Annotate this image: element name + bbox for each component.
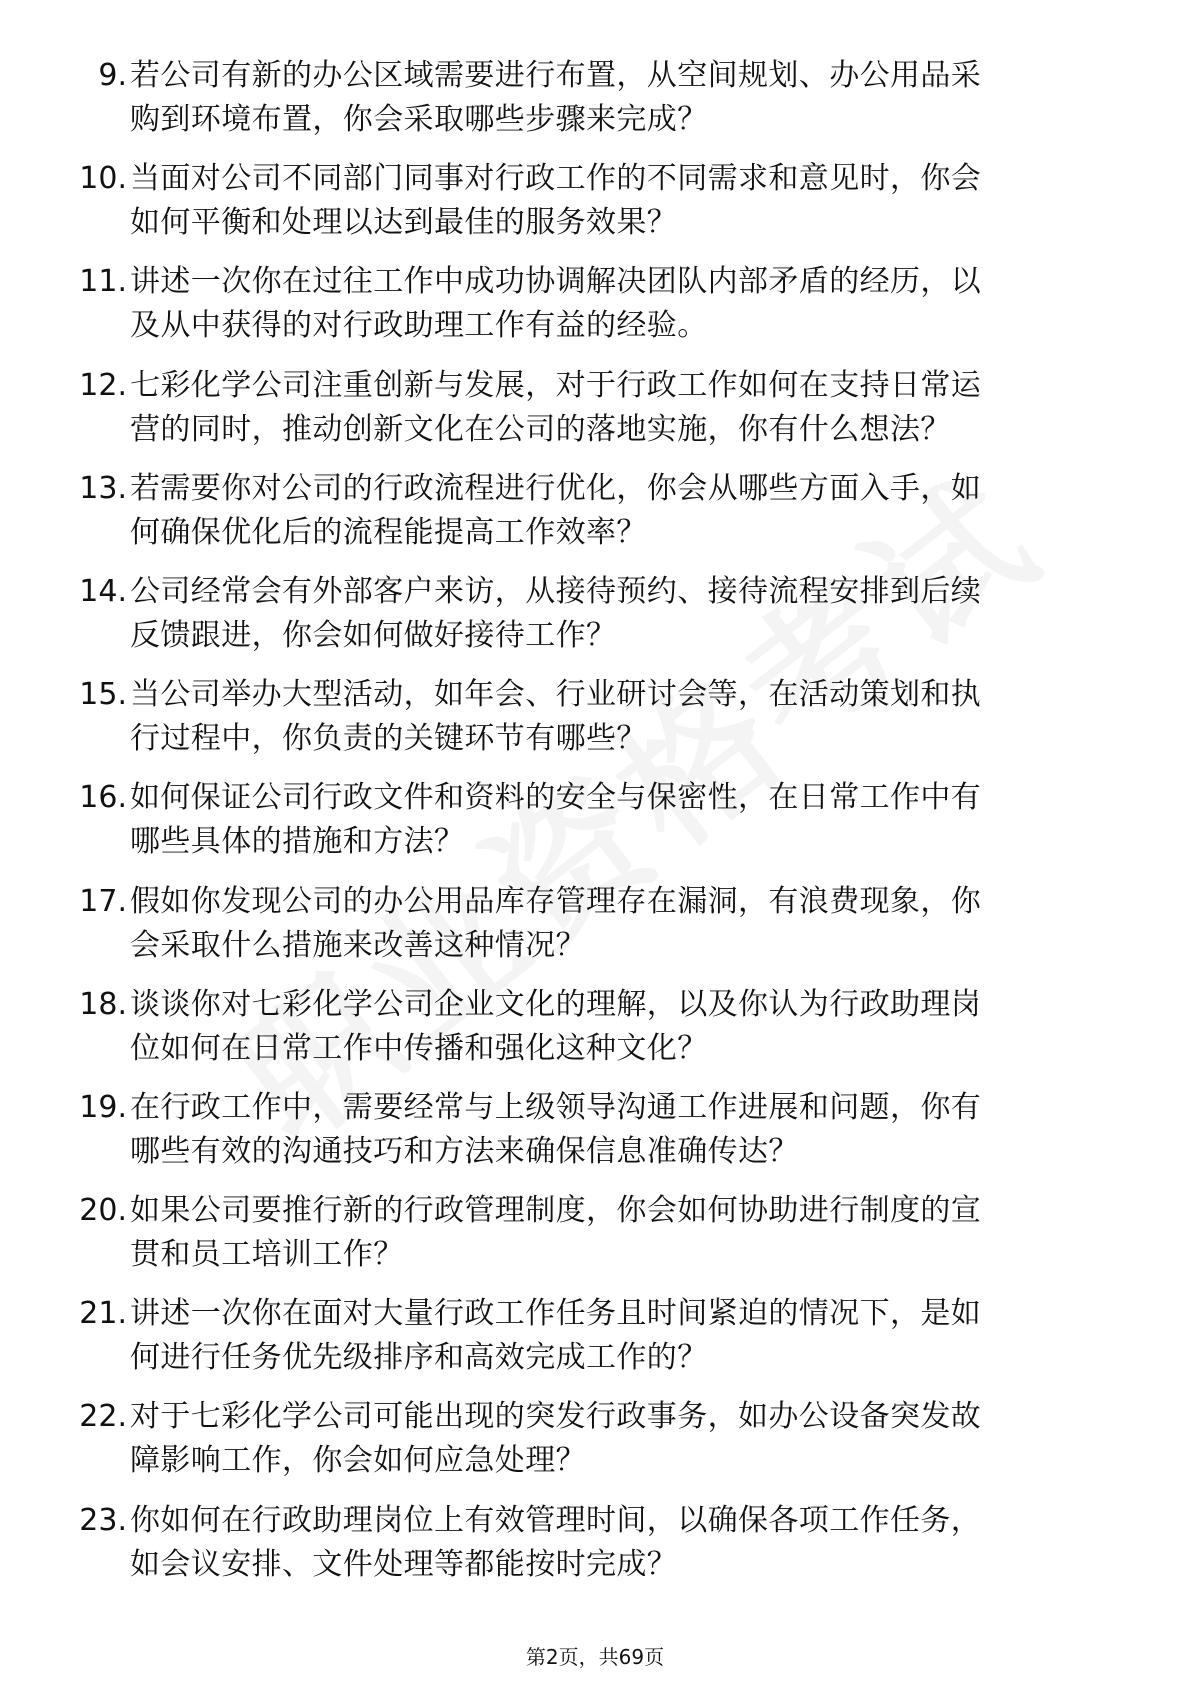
question-line: 讲述一次你在过往工作中成功协调解决团队内部矛盾的经历，以 [130,264,982,300]
question-text [130,157,1120,245]
question-line: 营的同时，推动创新文化在公司的落地实施，你有什么想法？ [130,411,951,447]
question-text [130,1086,1120,1174]
question-item [0,157,1190,260]
question-item [0,1086,1190,1189]
question-line: 障影响工作，你会如何应急处理？ [130,1443,586,1479]
question-line: 讲述一次你在面对大量行政工作任务且时间紧迫的情况下，是如 [130,1296,982,1332]
question-number: 13. [79,470,127,506]
question-line: 如果公司要推行新的行政管理制度，你会如何协助进行制度的宣 [130,1193,982,1229]
question-text [130,467,1120,555]
question-text [130,364,1120,452]
question-line: 及从中获得的对行政助理工作有益的经验。 [130,308,708,344]
question-line: 如何平衡和处理以达到最佳的服务效果？ [130,205,678,241]
question-number: 9. [98,58,127,93]
question-item [0,1395,1190,1498]
question-line: 位如何在日常工作中传播和强化这种文化？ [130,1030,708,1066]
question-list [0,54,1190,1602]
question-number: 21. [79,1296,127,1332]
question-line: 哪些具体的措施和方法？ [130,824,465,860]
question-text [130,983,1120,1071]
question-line: 当面对公司不同部门同事对行政工作的不同需求和意见时，你会 [130,161,982,197]
question-line: 对于七彩化学公司可能出现的突发行政事务，如办公设备突发故 [130,1399,982,1435]
question-text [130,1292,1120,1380]
question-number: 16. [79,780,127,816]
question-line: 假如你发现公司的办公用品库存管理存在漏洞，有浪费现象，你 [130,883,982,919]
question-item [0,570,1190,673]
question-line: 行过程中，你负责的关键环节有哪些？ [130,721,647,757]
question-item [0,880,1190,983]
question-text [130,54,1120,142]
question-line: 贯和员工培训工作？ [130,1237,404,1273]
question-text [130,260,1120,348]
question-number: 20. [79,1193,127,1229]
question-text [130,1499,1120,1587]
question-number: 15. [79,677,127,713]
question-item [0,776,1190,879]
question-line: 谈谈你对七彩化学公司企业文化的理解，以及你认为行政助理岗 [130,986,982,1022]
question-number: 22. [79,1399,127,1435]
question-line: 当公司举办大型活动，如年会、行业研讨会等，在活动策划和执 [130,677,982,713]
question-line: 你如何在行政助理岗位上有效管理时间，以确保各项工作任务， [130,1502,982,1538]
question-line: 购到环境布置，你会采取哪些步骤来完成？ [130,102,708,137]
question-line: 哪些有效的沟通技巧和方法来确保信息准确传达？ [130,1133,799,1169]
question-item [0,1292,1190,1395]
question-text [130,776,1120,864]
question-number: 12. [79,367,127,403]
question-text [130,1189,1120,1277]
question-item [0,983,1190,1086]
question-number: 19. [79,1089,127,1125]
question-line: 若公司有新的办公区域需要进行布置，从空间规划、办公用品采 [130,58,982,93]
question-number: 17. [79,883,127,919]
question-text [130,673,1120,761]
question-item [0,364,1190,467]
question-item [0,1189,1190,1292]
question-number: 23. [79,1502,127,1538]
question-line: 公司经常会有外部客户来访，从接待预约、接待流程安排到后续 [130,573,982,609]
question-item [0,54,1190,157]
question-text [130,880,1120,968]
question-text [130,570,1120,658]
question-line: 在行政工作中，需要经常与上级领导沟通工作进展和问题，你有 [130,1089,982,1125]
question-line: 何进行任务优先级排序和高效完成工作的？ [130,1340,708,1376]
question-item [0,1499,1190,1602]
question-line: 如何保证公司行政文件和资料的安全与保密性，在日常工作中有 [130,780,982,816]
question-number: 11. [79,264,127,300]
question-item [0,260,1190,363]
question-line: 会采取什么措施来改善这种情况？ [130,927,586,963]
question-item [0,673,1190,776]
question-number: 14. [79,573,127,609]
question-number: 18. [79,986,127,1022]
question-line: 何确保优化后的流程能提高工作效率？ [130,514,647,550]
question-line: 若需要你对公司的行政流程进行优化，你会从哪些方面入手，如 [130,470,982,506]
page-number-label: 第2页，共69页 [525,1645,665,1669]
question-line: 如会议安排、文件处理等都能按时完成？ [130,1546,678,1582]
question-line: 七彩化学公司注重创新与发展，对于行政工作如何在支持日常运 [130,367,982,403]
question-text [130,1395,1120,1483]
question-number: 10. [79,161,127,197]
question-item [0,467,1190,570]
page-footer [0,1643,1190,1671]
question-line: 反馈跟进，你会如何做好接待工作？ [130,617,617,653]
